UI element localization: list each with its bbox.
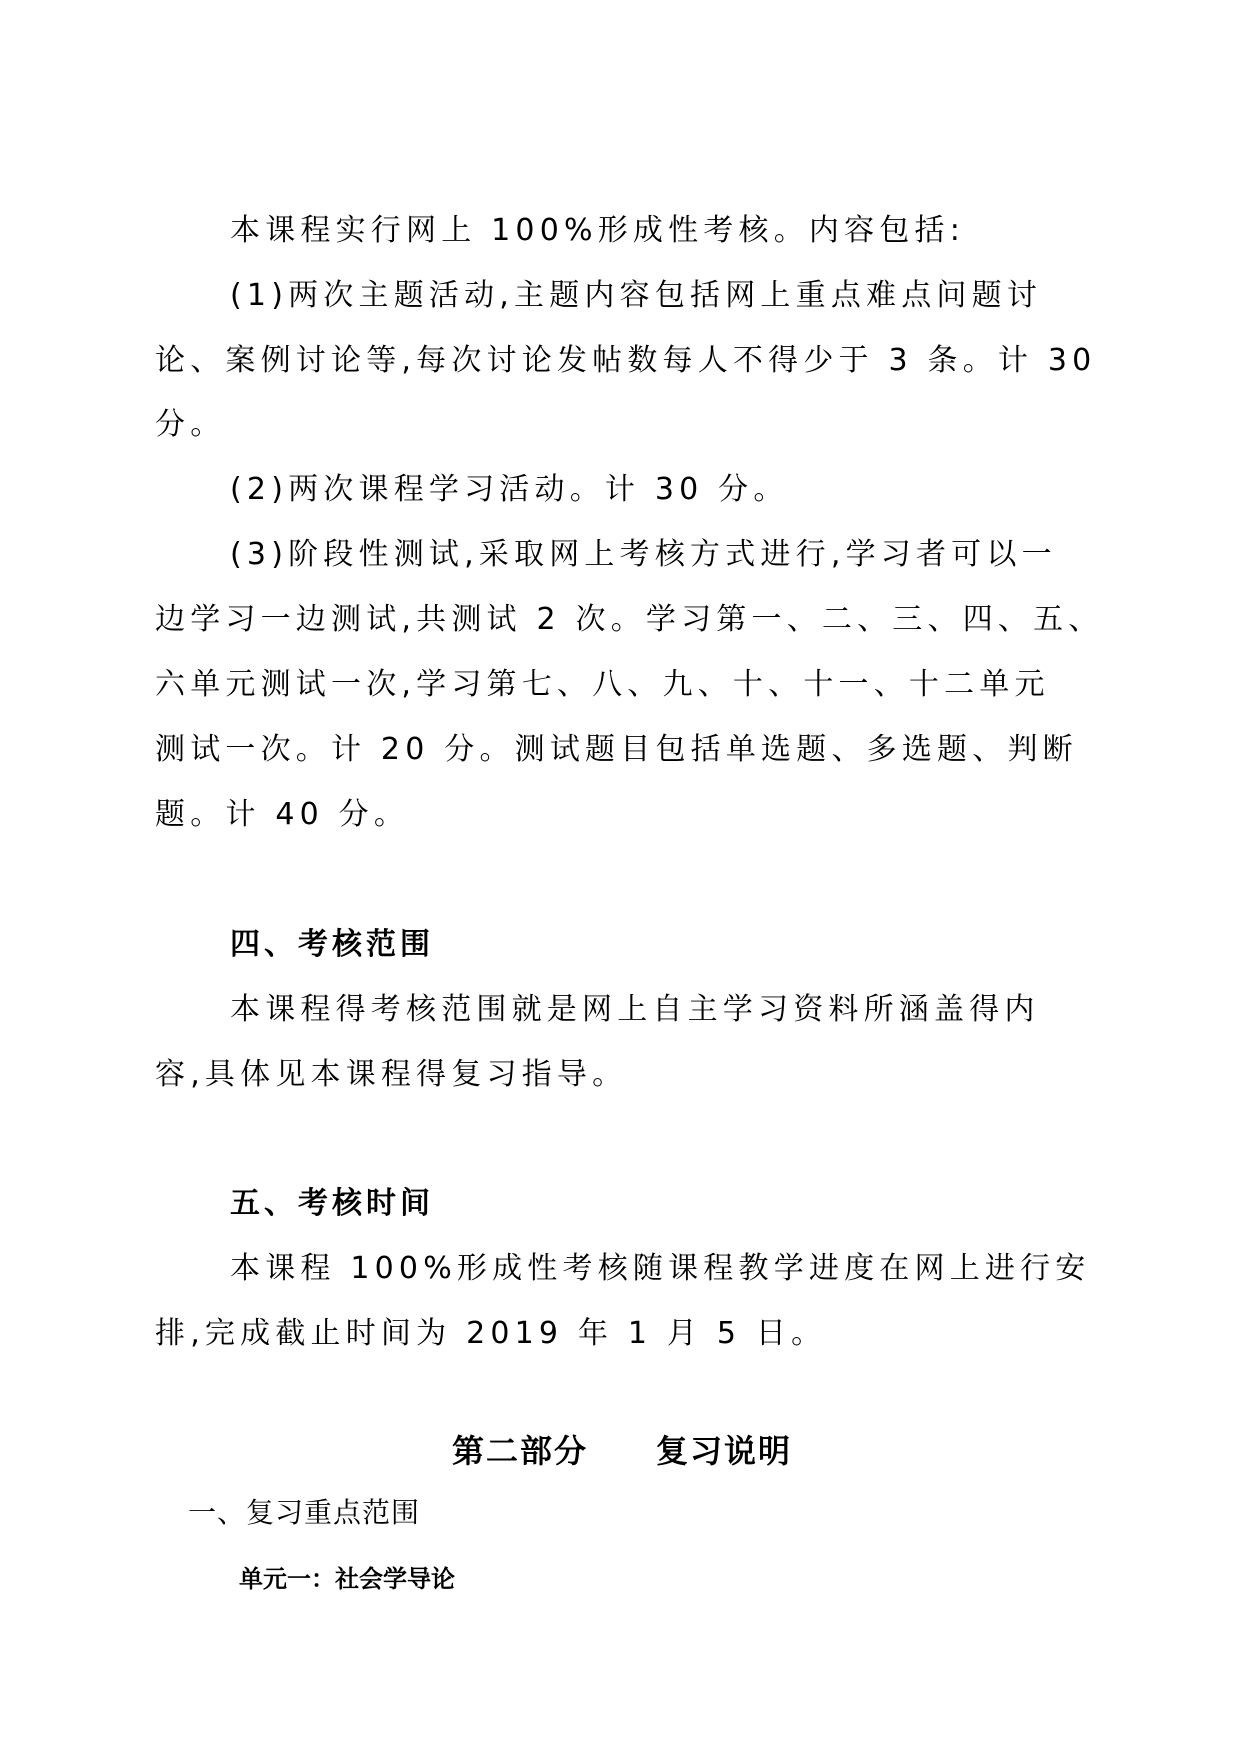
paragraph-line: 边学习一边测试,共测试 2 次。学习第一、二、三、四、五、 — [155, 602, 1104, 637]
part-title — [452, 1429, 792, 1473]
paragraph-line: 本课程得考核范围就是网上自主学习资料所涵盖得内 — [230, 992, 1040, 1027]
paragraph-line: 容,具体见本课程得复习指导。 — [155, 1057, 628, 1092]
paragraph-line: (1)两次主题活动,主题内容包括网上重点难点问题讨 — [230, 278, 1043, 313]
paragraph-line: (3)阶段性测试,采取网上考核方式进行,学习者可以一 — [230, 537, 1057, 572]
paragraph-line: 本课程 100%形成性考核随课程教学进度在网上进行安 — [230, 1251, 1091, 1286]
unit-heading: 单元一：社会学导论 — [239, 1565, 455, 1593]
paragraph-line: 排,完成截止时间为 2019 年 1 月 5 日。 — [155, 1316, 827, 1351]
review-scope-heading: 一、复习重点范围 — [188, 1496, 421, 1529]
section-heading-time: 五、考核时间 — [230, 1186, 434, 1221]
paragraph-line: 论、案例讨论等,每次讨论发帖数每人不得少于 3 条。计 30 — [155, 343, 1097, 378]
section-heading-scope: 四、考核范围 — [230, 927, 434, 962]
paragraph-line: 分。 — [155, 407, 226, 442]
paragraph-line: 测试一次。计 20 分。测试题目包括单选题、多选题、判断 — [155, 732, 1078, 767]
paragraph-line: 题。计 40 分。 — [155, 797, 410, 832]
part-title-right: 复习说明 — [656, 1432, 793, 1470]
paragraph-line: (2)两次课程学习活动。计 30 分。 — [230, 472, 789, 507]
paragraph-line: 本课程实行网上 100%形成性考核。内容包括: — [230, 213, 966, 248]
paragraph-line: 六单元测试一次,学习第七、八、九、十、十一、十二单元 — [155, 667, 1050, 702]
part-title-left: 第二部分 — [452, 1432, 589, 1470]
